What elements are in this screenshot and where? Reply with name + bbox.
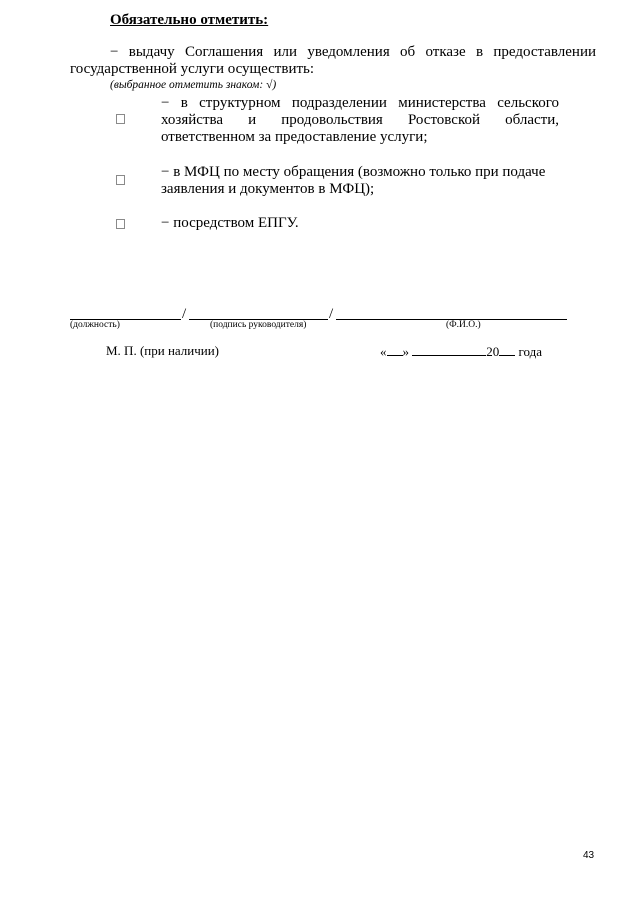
option-3-line-1: − посредством ЕПГУ. [161,215,299,231]
date-close-quote: » [402,344,409,359]
option-1-line-3: ответственном за предоставление услуги; [161,129,428,145]
date-century: 20 [486,344,500,359]
day-blank[interactable] [387,343,403,356]
section-heading: Обязательно отметить: [110,12,269,28]
option-1-line-1: − в структурном подразделении министерства сельского [161,95,559,111]
option-2-line-2: заявления и документов в МФЦ); [161,181,375,197]
stamp-label: М. П. (при наличии) [106,343,220,358]
option-mfc-checkbox[interactable] [116,175,125,185]
month-blank[interactable] [412,343,486,356]
intro-line-1: − выдачу Соглашения или уведомления об отказе в предоставлении [110,44,596,60]
year-blank[interactable] [499,343,515,356]
name-caption: (Ф.И.О.) [446,320,481,330]
option-1-line-2: хозяйства и продовольствия Ростовской области, [161,112,559,128]
option-structural-unit-checkbox[interactable] [116,114,125,124]
page-number: 43 [583,850,595,861]
intro-line-2: государственной услуги осуществить: [70,61,315,77]
selection-hint: (выбранное отметить знаком: √) [110,79,277,91]
date-open-quote: « [380,344,387,359]
option-2-line-1: − в МФЦ по месту обращения (возможно только при подаче [161,164,546,180]
date-suffix: года [518,344,543,359]
signature-separator-2: / [329,306,334,322]
option-epgu-checkbox[interactable] [116,219,125,229]
signature-caption: (подпись руководителя) [210,320,307,330]
date-field [380,343,542,360]
signature-separator-1: / [182,306,187,322]
position-caption: (должность) [70,320,120,330]
